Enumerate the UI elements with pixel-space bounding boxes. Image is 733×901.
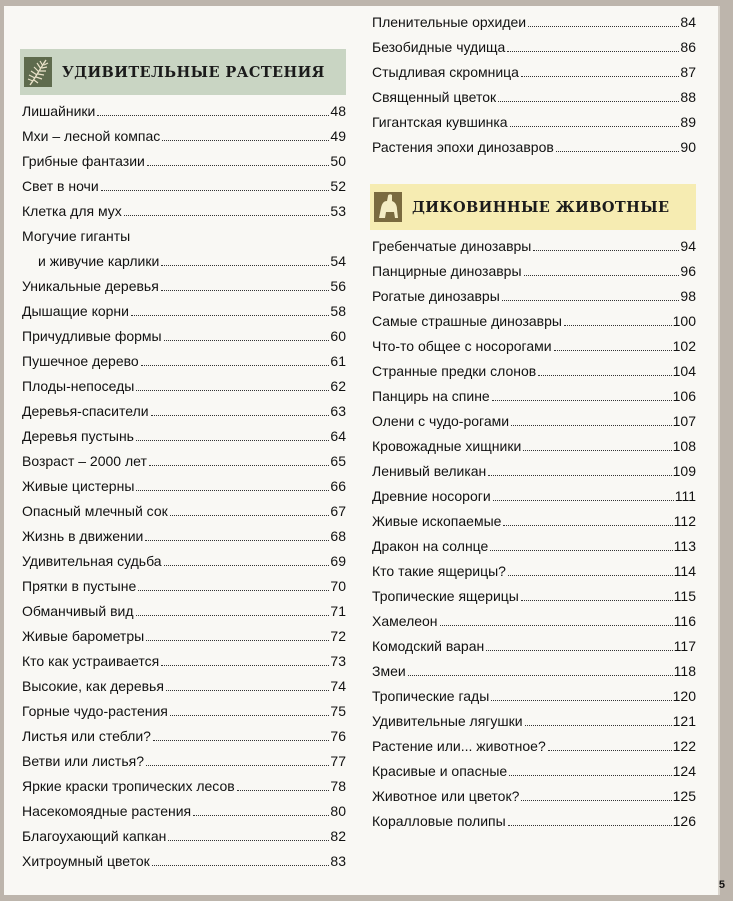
- toc-entry-title: Плоды-непоседы: [22, 378, 135, 394]
- toc-entry: [370, 6, 696, 31]
- toc-entry: [20, 520, 346, 545]
- toc-list-plants-continued: [370, 6, 696, 156]
- fern-leaf-icon: [24, 57, 52, 87]
- toc-entry-title: Кто такие ящерицы?: [372, 563, 506, 579]
- dot-leader: [556, 151, 680, 152]
- toc-entry: [370, 580, 696, 605]
- toc-entry-page: 67: [330, 503, 346, 519]
- toc-entry: [370, 780, 696, 805]
- dot-leader: [161, 290, 330, 291]
- toc-entry-title: Тропические гады: [372, 688, 490, 704]
- toc-list-plants: [20, 95, 346, 870]
- section-header-animals: [370, 184, 696, 230]
- toc-entry: [370, 455, 696, 480]
- dot-leader: [508, 825, 672, 826]
- toc-entry-page: 63: [330, 403, 346, 419]
- dot-leader: [440, 625, 673, 626]
- toc-entry-title: Хамелеон: [372, 613, 438, 629]
- dot-leader: [521, 600, 673, 601]
- toc-entry: [370, 305, 696, 330]
- dot-leader: [145, 540, 329, 541]
- toc-entry-page: 124: [672, 763, 696, 779]
- toc-entry: [20, 495, 346, 520]
- dot-leader: [528, 26, 679, 27]
- toc-entry-page: 90: [680, 139, 696, 155]
- toc-entry-page: 72: [330, 628, 346, 644]
- dot-leader: [492, 400, 672, 401]
- toc-entry: [20, 395, 346, 420]
- toc-entry-page: 53: [330, 203, 346, 219]
- dot-leader: [510, 126, 680, 127]
- dot-leader: [533, 250, 679, 251]
- toc-entry-title: Насекомоядные растения: [22, 803, 192, 819]
- toc-entry: [20, 195, 346, 220]
- toc-entry: [370, 655, 696, 680]
- toc-entry-title: Причудливые формы: [22, 328, 162, 344]
- toc-entry-page: 94: [680, 238, 696, 254]
- toc-entry-page: 114: [673, 563, 696, 579]
- toc-entry: [20, 545, 346, 570]
- dot-leader: [131, 315, 329, 316]
- toc-entry: [20, 570, 346, 595]
- toc-entry-page: 61: [330, 353, 346, 369]
- toc-entry: [370, 330, 696, 355]
- toc-entry: [370, 680, 696, 705]
- toc-entry-page: 115: [673, 588, 696, 604]
- toc-entry-page: 121: [672, 713, 696, 729]
- toc-entry-page: 73: [330, 653, 346, 669]
- toc-entry: [370, 405, 696, 430]
- toc-entry-page: 104: [672, 363, 696, 379]
- dot-leader: [508, 575, 673, 576]
- toc-entry-title: Уникальные деревья: [22, 278, 159, 294]
- toc-entry-page: 69: [330, 553, 346, 569]
- toc-entry-page: 54: [330, 253, 346, 269]
- toc-entry-title: Могучие гиганты: [22, 228, 131, 244]
- toc-entry: [370, 255, 696, 280]
- toc-entry: [20, 820, 346, 845]
- dot-leader: [141, 365, 330, 366]
- dot-leader: [149, 465, 330, 466]
- toc-entry: [20, 795, 346, 820]
- dot-leader: [408, 675, 673, 676]
- toc-entry-page: 118: [673, 663, 696, 679]
- toc-entry-page: 76: [330, 728, 346, 744]
- toc-entry-page: 107: [672, 413, 696, 429]
- toc-entry: [20, 445, 346, 470]
- toc-entry-title: Олени с чудо-рогами: [372, 413, 510, 429]
- toc-entry: [20, 620, 346, 645]
- toc-entry-title: Кто как устраивается: [22, 653, 160, 669]
- toc-entry-page: 98: [680, 288, 696, 304]
- toc-entry-title: Удивительные лягушки: [372, 713, 523, 729]
- dot-leader: [138, 590, 329, 591]
- toc-entry-title: Тропические ящерицы: [372, 588, 519, 604]
- toc-entry-page: 52: [330, 178, 346, 194]
- toc-entry-page: 126: [672, 813, 696, 829]
- dot-leader: [124, 215, 330, 216]
- toc-entry: [20, 845, 346, 870]
- toc-entry: [20, 670, 346, 695]
- dot-leader: [498, 101, 679, 102]
- toc-entry-page: 96: [680, 263, 696, 279]
- toc-entry: [20, 120, 346, 145]
- toc-entry-title: Живые цистерны: [22, 478, 135, 494]
- dot-leader: [503, 525, 672, 526]
- dot-leader: [153, 740, 329, 741]
- toc-entry-page: 50: [330, 153, 346, 169]
- toc-entry-title: Панцирные динозавры: [372, 263, 522, 279]
- toc-entry-page: 120: [672, 688, 696, 704]
- toc-entry: [370, 805, 696, 830]
- toc-entry-page: 112: [673, 513, 696, 529]
- dot-leader: [548, 750, 672, 751]
- toc-entry: [370, 480, 696, 505]
- dot-leader: [170, 715, 330, 716]
- toc-entry-title: Безобидные чудища: [372, 39, 506, 55]
- dot-leader: [164, 565, 330, 566]
- toc-entry-page: 70: [330, 578, 346, 594]
- toc-entry-title: Хитроумный цветок: [22, 853, 150, 869]
- toc-entry-page: 74: [330, 678, 346, 694]
- page-edge: [718, 6, 720, 895]
- dot-leader: [97, 115, 329, 116]
- toc-entry: [20, 145, 346, 170]
- toc-entry-title: Удивительная судьба: [22, 553, 162, 569]
- toc-entry-title: Что-то общее с носорогами: [372, 338, 552, 354]
- dot-leader: [488, 475, 671, 476]
- toc-entry-title: Возраст – 2000 лет: [22, 453, 147, 469]
- dot-leader: [136, 490, 329, 491]
- toc-entry: [370, 755, 696, 780]
- toc-entry-title: Яркие краски тропических лесов: [22, 778, 235, 794]
- toc-entry: [20, 170, 346, 195]
- toc-entry-page: 77: [330, 753, 346, 769]
- dot-leader: [509, 775, 671, 776]
- toc-entry-title: Ленивый великан: [372, 463, 487, 479]
- section-header-plants: [20, 49, 346, 95]
- toc-entry: [20, 370, 346, 395]
- toc-entry: [20, 270, 346, 295]
- dot-leader: [490, 550, 672, 551]
- dot-leader: [491, 700, 671, 701]
- toc-entry-page: 86: [680, 39, 696, 55]
- toc-entry-title: Опасный млечный сок: [22, 503, 168, 519]
- toc-entry-page: 116: [673, 613, 696, 629]
- toc-entry: [20, 645, 346, 670]
- toc-entry: [20, 95, 346, 120]
- dot-leader: [554, 350, 672, 351]
- toc-entry-title: Лишайники: [22, 103, 96, 119]
- toc-entry-title: Растение или... животное?: [372, 738, 546, 754]
- toc-entry-title: Комодский варан: [372, 638, 485, 654]
- toc-entry: [370, 106, 696, 131]
- toc-entry-page: 83: [330, 853, 346, 869]
- toc-entry-page: 122: [672, 738, 696, 754]
- toc-entry-title: Живые барометры: [22, 628, 145, 644]
- toc-entry-page: 49: [330, 128, 346, 144]
- toc-entry: [20, 220, 346, 245]
- dot-leader: [538, 375, 671, 376]
- toc-entry-page: 87: [680, 64, 696, 80]
- dot-leader: [166, 690, 329, 691]
- toc-entry-title: Прятки в пустыне: [22, 578, 137, 594]
- toc-entry-title: Пушечное дерево: [22, 353, 139, 369]
- dot-leader: [193, 815, 329, 816]
- dot-leader: [136, 440, 329, 441]
- toc-entry-page: 68: [330, 528, 346, 544]
- page-number: 5: [718, 879, 725, 891]
- toc-entry-page: 117: [673, 638, 696, 654]
- left-column: [20, 6, 346, 870]
- toc-entry-title: Растения эпохи динозавров: [372, 139, 554, 155]
- toc-entry-title: Странные предки слонов: [372, 363, 537, 379]
- toc-entry-page: 48: [330, 103, 346, 119]
- toc-entry-title: Красивые и опасные: [372, 763, 508, 779]
- toc-entry: [20, 720, 346, 745]
- toc-entry: [370, 230, 696, 255]
- toc-entry-title: Священный цветок: [372, 89, 497, 105]
- toc-entry-page: 111: [674, 488, 696, 504]
- dot-leader: [502, 300, 680, 301]
- toc-entry-page: 62: [330, 378, 346, 394]
- toc-entry: [20, 745, 346, 770]
- toc-entry-title: Панцирь на спине: [372, 388, 490, 404]
- toc-entry-page: 71: [330, 603, 346, 619]
- toc-entry: [370, 280, 696, 305]
- toc-entry-page: 100: [672, 313, 696, 329]
- toc-entry-title: Змеи: [372, 663, 406, 679]
- toc-entry-title: Пленительные орхидеи: [372, 14, 527, 30]
- toc-entry-page: 108: [672, 438, 696, 454]
- toc-entry: [20, 470, 346, 495]
- toc-entry-title: Рогатые динозавры: [372, 288, 500, 304]
- toc-entry-title: Кровожадные хищники: [372, 438, 522, 454]
- dot-leader: [523, 450, 671, 451]
- toc-entry-page: 56: [330, 278, 346, 294]
- toc-entry-title: Дракон на солнце: [372, 538, 489, 554]
- toc-entry-page: 84: [680, 14, 696, 30]
- dot-leader: [237, 790, 330, 791]
- dot-leader: [161, 665, 329, 666]
- dot-leader: [525, 725, 672, 726]
- dot-leader: [147, 165, 330, 166]
- book-page: [4, 6, 720, 895]
- dot-leader: [161, 265, 329, 266]
- toc-entry-title: Клетка для мух: [22, 203, 122, 219]
- toc-entry-continuation: [20, 245, 346, 270]
- toc-entry-page: 80: [330, 803, 346, 819]
- toc-entry-title: Благоухающий капкан: [22, 828, 167, 844]
- toc-entry-title: Высокие, как деревья: [22, 678, 164, 694]
- dot-leader: [521, 76, 679, 77]
- dinosaur-icon: [374, 192, 402, 222]
- dot-leader: [152, 865, 330, 866]
- toc-entry-page: 64: [330, 428, 346, 444]
- dot-leader: [136, 615, 330, 616]
- dot-leader: [151, 415, 330, 416]
- dot-leader: [146, 765, 329, 766]
- toc-entry-title: Жизнь в движении: [22, 528, 144, 544]
- toc-entry-page: 109: [672, 463, 696, 479]
- toc-entry-page: 89: [680, 114, 696, 130]
- toc-entry-title: Ветви или листья?: [22, 753, 144, 769]
- toc-entry: [20, 320, 346, 345]
- dot-leader: [564, 325, 672, 326]
- toc-entry-page: 125: [672, 788, 696, 804]
- toc-entry: [370, 705, 696, 730]
- toc-entry-page: 88: [680, 89, 696, 105]
- toc-entry: [20, 595, 346, 620]
- dot-leader: [170, 515, 330, 516]
- section-title-animals: ДИКОВИННЫЕ ЖИВОТНЫЕ: [412, 198, 670, 216]
- toc-entry-title: Гребенчатые динозавры: [372, 238, 532, 254]
- dot-leader: [168, 840, 329, 841]
- dot-leader: [162, 140, 329, 141]
- toc-entry-page: 102: [672, 338, 696, 354]
- toc-entry-title: Деревья пустынь: [22, 428, 134, 444]
- toc-entry-page: 113: [673, 538, 696, 554]
- toc-entry-page: 65: [330, 453, 346, 469]
- toc-entry-page: 58: [330, 303, 346, 319]
- toc-entry-title: Деревья-спасители: [22, 403, 149, 419]
- toc-entry: [370, 605, 696, 630]
- toc-entry-title: Горные чудо-растения: [22, 703, 168, 719]
- right-column: [370, 6, 696, 830]
- toc-entry: [20, 770, 346, 795]
- dot-leader: [136, 390, 329, 391]
- toc-entry-title: Коралловые полипы: [372, 813, 506, 829]
- toc-entry-title: Свет в ночи: [22, 178, 99, 194]
- toc-entry: [20, 695, 346, 720]
- toc-entry-title: Дышащие корни: [22, 303, 129, 319]
- toc-entry-page: 60: [330, 328, 346, 344]
- toc-entry: [370, 355, 696, 380]
- toc-entry: [370, 31, 696, 56]
- toc-entry-page: 82: [330, 828, 346, 844]
- toc-entry: [370, 530, 696, 555]
- toc-entry: [370, 505, 696, 530]
- toc-entry: [370, 56, 696, 81]
- toc-entry-title: Стыдливая скромница: [372, 64, 519, 80]
- dot-leader: [493, 500, 674, 501]
- dot-leader: [486, 650, 672, 651]
- toc-entry-title: Живые ископаемые: [372, 513, 502, 529]
- toc-entry-title: Листья или стебли?: [22, 728, 151, 744]
- toc-entry-page: 78: [330, 778, 346, 794]
- toc-entry-title: Древние носороги: [372, 488, 491, 504]
- toc-entry: [20, 420, 346, 445]
- toc-entry: [20, 295, 346, 320]
- section-title-plants: УДИВИТЕЛЬНЫЕ РАСТЕНИЯ: [62, 63, 325, 81]
- toc-entry-title: и живучие карлики: [38, 253, 160, 269]
- dot-leader: [507, 51, 679, 52]
- toc-entry: [370, 430, 696, 455]
- toc-entry: [370, 630, 696, 655]
- dot-leader: [164, 340, 330, 341]
- toc-entry-title: Животное или цветок?: [372, 788, 520, 804]
- dot-leader: [101, 190, 330, 191]
- dot-leader: [521, 800, 671, 801]
- toc-entry-title: Мхи – лесной компас: [22, 128, 161, 144]
- toc-list-animals: [370, 230, 696, 830]
- dot-leader: [511, 425, 672, 426]
- toc-entry-page: 106: [672, 388, 696, 404]
- toc-entry-title: Обманчивый вид: [22, 603, 134, 619]
- toc-entry-page: 75: [330, 703, 346, 719]
- toc-entry-title: Грибные фантазии: [22, 153, 145, 169]
- toc-entry-title: Гигантская кувшинка: [372, 114, 508, 130]
- dot-leader: [146, 640, 329, 641]
- toc-entry: [370, 555, 696, 580]
- toc-entry-title: Самые страшные динозавры: [372, 313, 562, 329]
- toc-entry: [370, 730, 696, 755]
- dot-leader: [524, 275, 680, 276]
- toc-entry: [370, 380, 696, 405]
- toc-entry-page: 66: [330, 478, 346, 494]
- toc-entry: [370, 81, 696, 106]
- toc-entry: [20, 345, 346, 370]
- toc-entry: [370, 131, 696, 156]
